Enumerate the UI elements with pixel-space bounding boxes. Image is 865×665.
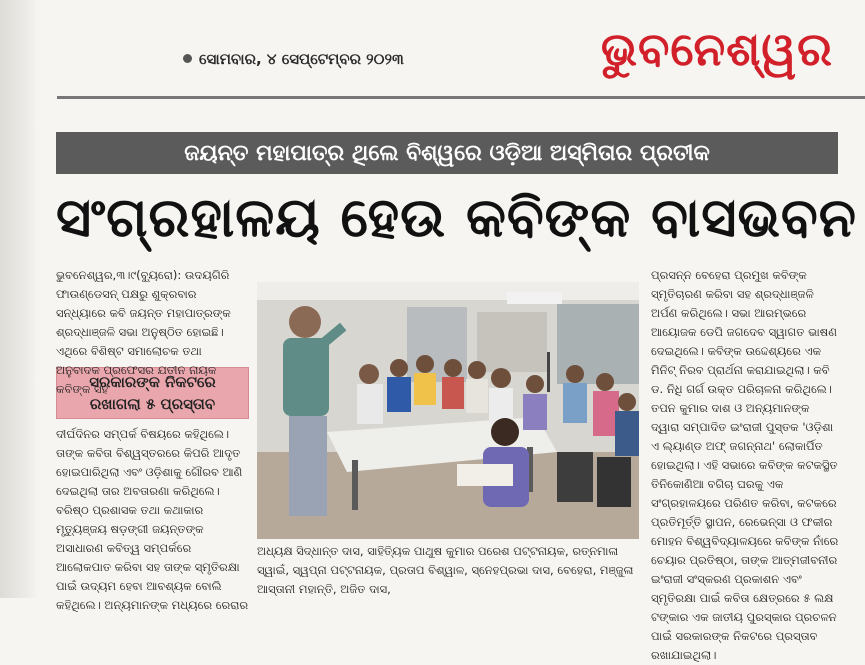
lead-text: ଭୁବନେଶ୍ୱର,୩।୯(ବ୍ୟୁରୋ): ଉଦୟଗିରି ଫାଉଣ୍ଡେସନ୍ ପକ୍ଷରୁ ଶୁକ୍ରବାର ସନ୍ଧ୍ୟାରେ କବି ଜୟନ୍ତ ମହାପାତ୍ରଙ୍କ ଶ୍ରଦ୍ଧାଞ୍ଜଳି ସଭା ଅନୁଷ୍ଠିତ ହୋଇଛି। ଏଥିରେ ବିଶିଷ୍ଟ ସମାଲୋଚକ ତଥା ଅନୁବାଦକ ପ୍ରଫେସର ଯତୀନ ନାୟକ କବିଙ୍କ ସହ <box>56 268 231 396</box>
event-photo <box>257 282 639 539</box>
headline: ସଂଗ୍ରହାଳୟ ହେଉ କବିଙ୍କ ବାସଭବନ <box>56 186 857 249</box>
subhead-line-1: ସରକାରଙ୍କ ନିକଟରେ <box>89 373 216 391</box>
right-column <box>651 266 841 662</box>
event-photo-illustration <box>257 282 639 539</box>
right-column-text: ପ୍ରସନ୍ନ ବେହେରା ପ୍ରମୁଖ କବିଙ୍କ ସ୍ମୃତିଚାରଣ କରିବା ସହ ଶ୍ରଦ୍ଧାଞ୍ଜଳି ଅର୍ପଣ କରିଥିଲେ। ସଭା ଆରମ୍ଭରେ ଆୟୋଜକ ଡେପି ଜଗଦେବ ସ୍ୱାଗତ ଭାଷଣ ଦେଇଥିଲେ। କବିଙ୍କ ଉଦ୍ଦେଶ୍ୟରେ ଏକ ମିନିଟ୍ ନିରବ ପ୍ରାର୍ଥନା କରାଯାଇଥିଲା। କବି ଡ. ନିଧି ଗର୍ଗ ଉକ୍ତ ପରିଚାଳନା କରିଥିଲେ। ତପନ କୁମାର ଦାଶ ଓ ଅନ୍ୟମାନଙ୍କ ଦ୍ୱାରା ସମ୍ପାଦିତ ଇଂରାଜୀ ପୁସ୍ତକ 'ଓଡ଼ିଶା ଏ ଲ୍ୟାଣ୍ଡ ଅଫ୍ ଜଗନ୍ନାଥ' ଲୋକାର୍ପିତ ହୋଇଥିଲା। ଏହି ସଭାରେ କବିଙ୍କ କଟକସ୍ଥିତ ତିନିକୋଣିଆ ବଗିଚା ଘରକୁ ଏକ ସଂଗ୍ରହାଳୟରେ ପରିଣତ କରିବା, କଟକରେ ପ୍ରତିମୂର୍ତ୍ତି ସ୍ଥାପନ, ରେଭେନ୍ସା ଓ ଫକୀର ମୋହନ ବିଶ୍ୱବିଦ୍ୟାଳୟରେ କବିଙ୍କ ନାଁରେ ଚେୟାର ପ୍ରତିଷ୍ଠା, ତାଙ୍କ ଆତ୍ମଜୀବନୀର ଇଂରାଜୀ ସଂସ୍କରଣ ପ୍ରକାଶନ ଏବଂ ସ୍ମୃତିରକ୍ଷା ପାଇଁ କବିତା କ୍ଷେତ୍ରରେ ୫ ଲକ୍ଷ ଟଙ୍କାର ଏକ ଜାତୀୟ ପୁରସ୍କାର ପ୍ରଚଳନ ପାଇଁ ସରକାରଙ୍କ ନିକଟରେ ପ୍ରସ୍ତାବ ରଖାଯାଇଥିଲା। <box>651 268 839 662</box>
kicker-banner <box>56 132 838 174</box>
subhead-line-2: ରଖାଗଲା ୫ ପ୍ରସ୍ତାବ <box>89 395 216 413</box>
left-column <box>56 266 249 612</box>
photo-caption: ଅଧ୍ୟକ୍ଷ ସିଦ୍ଧାନ୍ତ ଦାସ, ସାହିତ୍ୟିକ ପାଥୁଷ କୁମାର ପରେଶ ପଟ୍ଟନାୟକ, ରତ୍ନମାଳା ସ୍ୱାଇଁ, ସ୍ୱପ୍ନା ପଟ୍ଟନାୟକ, ପ୍ରତାପ ବିଶ୍ୱାଳ, ସ୍ନେହପ୍ରଭା ଦାସ, ବେହେରା, ମଞ୍ଜୁଳା ଆସ୍ତାନୀ ମହାନ୍ତି, ଅଜିତ ଦାସ, <box>257 544 634 596</box>
page-margin <box>0 0 38 598</box>
continued-text: ଦୀର୍ଘଦିନର ସମ୍ପର୍କ ବିଷୟରେ କହିଥିଲେ। ତାଙ୍କ କବିତା ବିଶ୍ୱସ୍ତରରେ କିପରି ଆଦୃତ ହୋଇପାରିଥିଲା ଏବଂ ଓଡ଼ିଶାକୁ ଗୌରବ ଆଣି ଦେଇଥିଲା ତାର ଅବତାରଣା କରିଥିଲେ। ବରିଷ୍ଠ ପ୍ରଶାସକ ତଥା କଥାକାର ମୃତ୍ୟୁଞ୍ଜୟ ଷଡ଼ଙ୍ଗୀ ଜୟନ୍ତଙ୍କ ଅସାଧାରଣ କବିତ୍ୱ ସମ୍ପର୍କରେ ଆଲୋକପାତ କରିବା ସହ ତାଙ୍କ ସ୍ମୃତିରକ୍ଷା ପାଇଁ ଉଦ୍ୟମ ହେବା ଆବଶ୍ୟକ ବୋଲି କହିଥିଲେ। ଅନ୍ୟମାନଙ୍କ ମଧ୍ୟରେ ରେରାର <box>56 427 249 612</box>
dateline-text: ସୋମବାର, ୪ ସେପ୍ଟେମ୍ବର ୨୦୨୩ <box>199 50 404 68</box>
dateline <box>183 50 404 68</box>
bullet-icon <box>183 54 192 63</box>
continued-paragraph <box>56 425 249 612</box>
city-section-title: ଭୁବନେଶ୍ୱର <box>600 22 833 76</box>
header-rule <box>57 96 865 99</box>
kicker-text: ଜୟନ୍ତ ମହାପାତ୍ର ଥିଲେ ବିଶ୍ୱରେ ଓଡ଼ିଆ ଅସ୍ମିତାର ପ୍ରତୀକ <box>184 140 710 166</box>
